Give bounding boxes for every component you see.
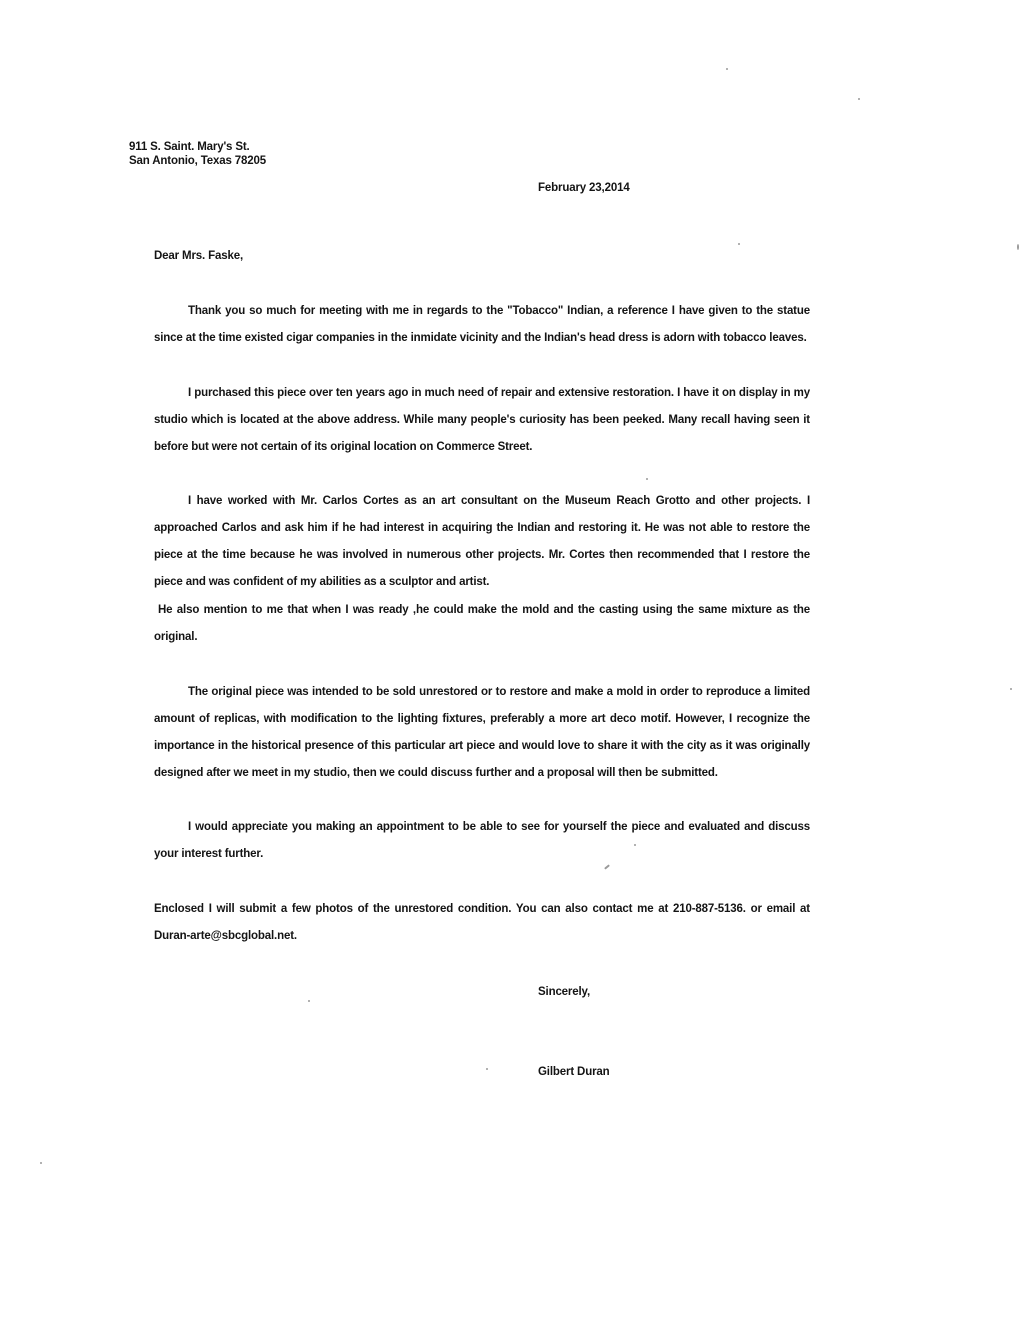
paragraph-1	[154, 298, 810, 352]
paragraph-3-text: I have worked with Mr. Carlos Cortes as an art consultant on the Museum Reach Grotto and other projects. I approached Carlos and ask him if he had interest in acquiring the Indian and restoring it. He was not able to restore the piece at the time because he was involved in numerous other projects. Mr. Cortes then recommended that I restore the piece and was confident of my abilities as a sculptor and artist.	[154, 495, 810, 588]
scan-speck	[646, 478, 648, 480]
signature-name: Gilbert Duran	[538, 1066, 610, 1078]
closing: Sincerely,	[538, 986, 590, 998]
salutation: Dear Mrs. Faske,	[154, 250, 244, 262]
paragraph-5	[154, 679, 810, 787]
scan-speck	[634, 844, 636, 846]
scan-speck	[1017, 244, 1019, 250]
scan-speck	[486, 1068, 488, 1070]
scan-speck	[726, 68, 728, 70]
paragraph-3	[154, 488, 810, 596]
scan-speck	[738, 243, 740, 245]
paragraph-6-text: I would appreciate you making an appointment to be able to see for yourself the piece and evaluated and discuss your interest further.	[154, 821, 810, 860]
sender-address-line-2: San Antonio, Texas 78205	[129, 155, 267, 167]
scan-speck	[858, 98, 860, 100]
paragraph-6	[154, 814, 810, 868]
paragraph-4-text: He also mention to me that when I was ready ,he could make the mold and the casting using the same mixture as the original.	[154, 604, 810, 643]
paragraph-2-text: I purchased this piece over ten years ago in much need of repair and extensive restoration. I have it on display in my studio which is located at the above address. While many people's curiosity has been peeked. Many recall having seen it before but were not certain of its original location on Commerce Street.	[154, 387, 810, 453]
paragraph-7	[154, 896, 810, 950]
paragraph-4	[154, 597, 810, 651]
sender-address-line-1: 911 S. Saint. Mary's St.	[129, 141, 250, 153]
scan-speck	[308, 1000, 310, 1002]
paragraph-1-text: Thank you so much for meeting with me in regards to the "Tobacco" Indian, a reference I have given to the statue since at the time existed cigar companies in the inmidate vicinity and the Indian's head dress is adorn with tobacco leaves.	[154, 305, 810, 344]
letter-date: February 23,2014	[538, 182, 630, 194]
paragraph-2	[154, 380, 810, 461]
paragraph-5-text: The original piece was intended to be sold unrestored or to restore and make a mold in order to reproduce a limited amount of replicas, with modification to the lighting fixtures, preferably a more art deco motif. However, I recognize the importance in the historical presence of this particular art piece and would love to share it with the city as it was originally designed after we meet in my studio, then we could discuss further and a proposal will then be submitted.	[154, 686, 810, 779]
scan-speck	[40, 1162, 42, 1164]
paragraph-7-text: Enclosed I will submit a few photos of the unrestored condition. You can also contact me at 210-887-5136. or email at Duran-arte@sbcglobal.net.	[154, 903, 810, 942]
scan-speck	[1010, 688, 1012, 690]
